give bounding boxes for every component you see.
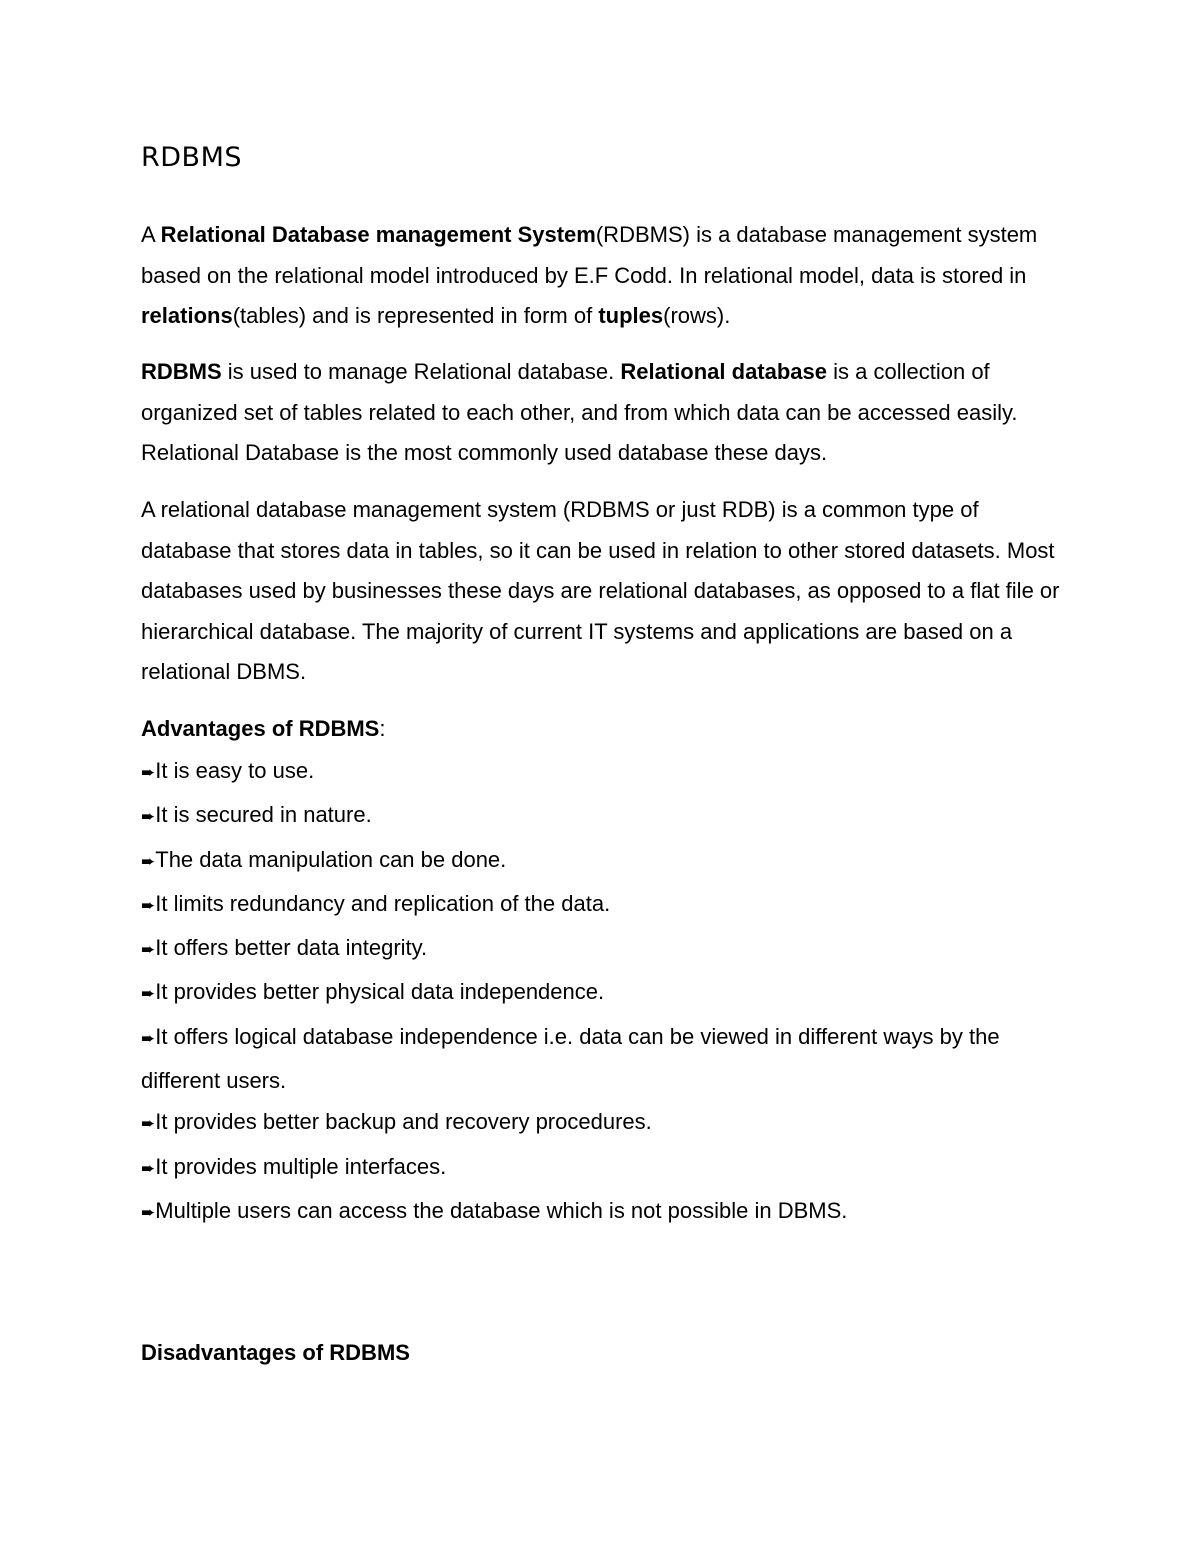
bold-term: Relational Database management System (160, 222, 596, 247)
right-arrow-icon: ➨ (141, 1028, 156, 1049)
right-arrow-icon: ➨ (141, 1202, 156, 1223)
bold-term: RDBMS (141, 359, 222, 384)
advantage-text: It is easy to use. (155, 758, 315, 783)
right-arrow-icon: ➨ (141, 763, 156, 783)
advantage-item (141, 1190, 1041, 1234)
right-arrow-icon: ➨ (141, 984, 156, 1005)
paragraph-overview: A relational database management system (RDBMS or just RDB) is a common type of database that stores data in tables, so it can be used in relation to other stored datasets. Most databases used by businesses these days are relational databases, as opposed to a flat file or hierarchical database. The majority of current IT systems and applications are based on a relational DBMS. (141, 497, 1060, 685)
advantage-text: It provides better backup and recovery procedures. (155, 1109, 652, 1135)
disadvantages-heading: Disadvantages of RDBMS (141, 1340, 410, 1365)
right-arrow-icon: ➨ (141, 851, 156, 872)
right-arrow-icon: ➨ (141, 1158, 156, 1179)
text-run: A (141, 222, 161, 247)
advantage-text: It offers logical database independence i.e. data can be viewed in different ways by the different users. (141, 1023, 1000, 1094)
advantage-item (141, 1016, 1041, 1102)
bold-term: Relational database (620, 359, 828, 384)
bold-term: tuples (598, 303, 664, 329)
advantage-text: It provides multiple interfaces. (155, 1153, 447, 1179)
advantages-heading (141, 709, 385, 750)
right-arrow-icon: ➨ (141, 1114, 156, 1135)
advantage-item (141, 839, 1041, 883)
advantage-item (141, 1101, 1041, 1145)
advantage-text: The data manipulation can be done. (155, 846, 507, 872)
advantage-item (141, 883, 1041, 927)
advantages-heading-colon: : (379, 716, 386, 741)
advantage-item (141, 1146, 1041, 1190)
right-arrow-icon: ➨ (141, 940, 156, 961)
advantage-item (141, 927, 1041, 971)
right-arrow-icon: ➨ (141, 807, 156, 828)
advantage-text: It offers better data integrity. (155, 935, 428, 961)
advantage-text: Multiple users can access the database which is not possible in DBMS. (155, 1197, 848, 1223)
advantage-item (141, 794, 1041, 838)
advantages-heading-text: Advantages of RDBMS (141, 716, 380, 741)
advantage-text: It provides better physical data independence. (155, 979, 605, 1005)
advantage-text: It is secured in nature. (155, 802, 372, 828)
text-run: (tables) and is represented in form of (232, 303, 599, 329)
right-arrow-icon: ➨ (141, 895, 156, 916)
bold-term: relations (141, 303, 233, 329)
text-run: is used to manage Relational database. (221, 359, 621, 384)
advantages-list (141, 750, 1041, 1234)
text-run: is a collection of organized set of tables related to each other, and from which data can be accessed easily. Relational Database is the most commonly used database these days. (141, 359, 1018, 466)
paragraph-usage (141, 352, 1061, 474)
text-run: (rows). (663, 303, 731, 329)
text-run: (RDBMS) is a database management system based on the relational model introduced by E.F Codd. In relational model, data is stored in (141, 222, 1038, 288)
paragraph-definition (141, 215, 1061, 337)
advantage-item (141, 750, 1041, 794)
advantage-text: It limits redundancy and replication of the data. (155, 890, 611, 916)
advantage-item (141, 971, 1041, 1015)
document-title: RDBMS (141, 142, 243, 173)
